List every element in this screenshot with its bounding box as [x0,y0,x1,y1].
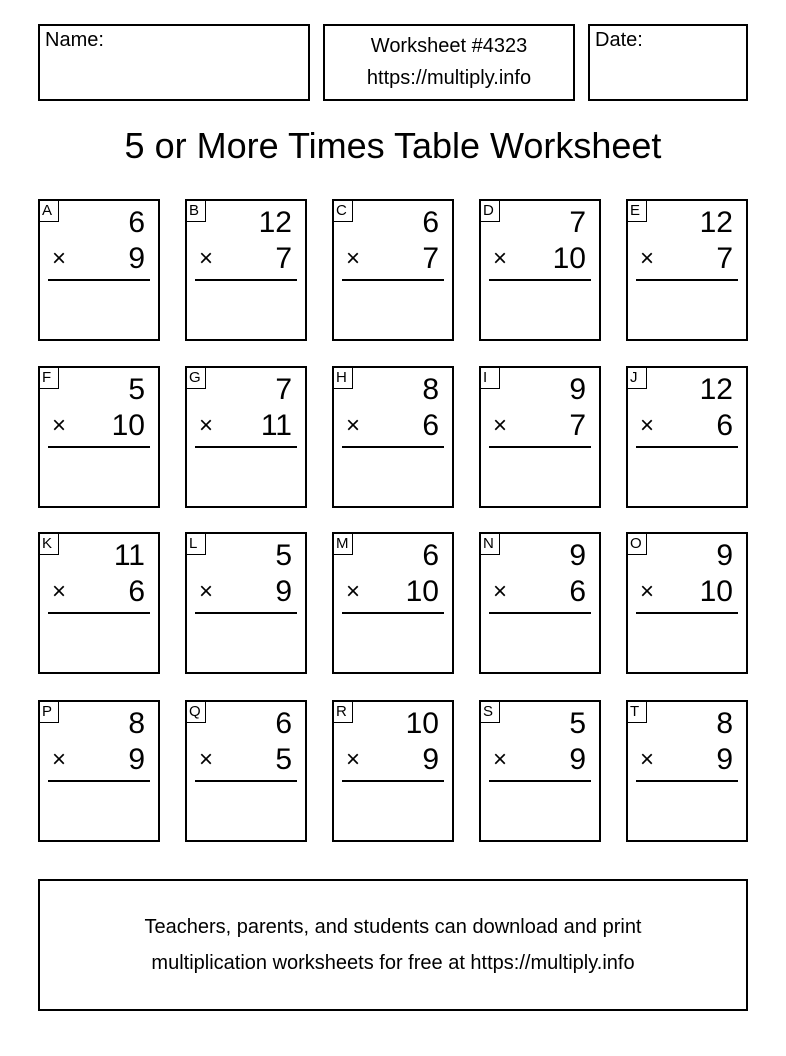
problem-top-number: 9 [716,539,733,572]
times-sign: × [52,245,67,272]
answer-line [48,279,150,281]
answer-line [342,446,444,448]
problem-letter: H [332,366,353,389]
problem-top-number: 5 [569,707,586,740]
problem-top-number: 6 [275,707,292,740]
problem-top-number: 12 [258,206,292,239]
answer-line [195,780,297,782]
times-sign: × [493,746,508,773]
problem-top-number: 7 [275,373,292,406]
answer-line [48,446,150,448]
problem-card [185,366,307,508]
times-sign: × [52,746,67,773]
problem-bottom-number: 7 [716,242,733,275]
date-box [588,24,748,101]
problem-top-number: 8 [128,707,145,740]
answer-line [636,612,738,614]
problem-card [38,700,160,842]
problem-bottom-number: 9 [716,743,733,776]
problem-bottom-number: 10 [552,242,586,275]
footer-line-2: multiplication worksheets for free at https://multiply.info [151,952,635,974]
answer-line [342,612,444,614]
name-box [38,24,310,101]
problem-card [38,199,160,341]
problem-top-number: 5 [128,373,145,406]
problem-top-number: 6 [422,206,439,239]
problem-letter: N [479,532,500,555]
answer-line [489,780,591,782]
problem-letter: D [479,199,500,222]
answer-line [636,446,738,448]
problem-bottom-number: 6 [569,575,586,608]
problem-letter: A [38,199,59,222]
problem-card [479,532,601,674]
problem-top-number: 8 [422,373,439,406]
times-sign: × [493,578,508,605]
problem-top-number: 10 [405,707,439,740]
date-label: Date: [595,29,643,51]
problem-bottom-number: 5 [275,743,292,776]
problem-letter: M [332,532,353,555]
problem-bottom-number: 10 [405,575,439,608]
times-sign: × [52,578,67,605]
problem-bottom-number: 7 [422,242,439,275]
answer-line [195,612,297,614]
problem-card [332,199,454,341]
problem-bottom-number: 6 [422,409,439,442]
problem-bottom-number: 6 [716,409,733,442]
answer-line [489,279,591,281]
times-sign: × [199,746,214,773]
problem-top-number: 8 [716,707,733,740]
problem-letter: Q [185,700,206,723]
problem-card [185,532,307,674]
problem-bottom-number: 9 [422,743,439,776]
problem-card [626,700,748,842]
problem-letter: R [332,700,353,723]
answer-line [48,612,150,614]
problem-card [185,199,307,341]
problem-letter: J [626,366,647,389]
times-sign: × [640,245,655,272]
times-sign: × [199,245,214,272]
problem-card [626,366,748,508]
problem-card [479,199,601,341]
problem-top-number: 9 [569,539,586,572]
times-sign: × [346,245,361,272]
times-sign: × [346,746,361,773]
answer-line [636,279,738,281]
answer-line [342,279,444,281]
answer-line [195,446,297,448]
problem-letter: B [185,199,206,222]
problem-letter: S [479,700,500,723]
problem-bottom-number: 9 [569,743,586,776]
answer-line [636,780,738,782]
problem-letter: E [626,199,647,222]
problem-top-number: 12 [699,206,733,239]
times-sign: × [640,578,655,605]
answer-line [48,780,150,782]
times-sign: × [199,578,214,605]
worksheet-number: Worksheet #4323 [370,35,528,57]
problem-letter: G [185,366,206,389]
times-sign: × [493,412,508,439]
problem-top-number: 6 [422,539,439,572]
times-sign: × [199,412,214,439]
problem-bottom-number: 10 [699,575,733,608]
problem-top-number: 11 [113,539,145,572]
problem-letter: K [38,532,59,555]
problem-top-number: 9 [569,373,586,406]
problem-card [332,366,454,508]
problem-card [38,366,160,508]
footer-box [38,879,748,1011]
answer-line [489,446,591,448]
problem-card [38,532,160,674]
problem-top-number: 6 [128,206,145,239]
problem-top-number: 5 [275,539,292,572]
problem-card [332,532,454,674]
problem-letter: P [38,700,59,723]
problem-card [185,700,307,842]
problem-card [332,700,454,842]
worksheet-info-box [323,24,575,101]
problem-card [626,199,748,341]
problem-bottom-number: 6 [128,575,145,608]
times-sign: × [640,746,655,773]
page-title: 5 or More Times Table Worksheet [124,125,662,166]
problem-letter: I [479,366,500,389]
times-sign: × [640,412,655,439]
times-sign: × [346,412,361,439]
worksheet-url: https://multiply.info [366,67,532,89]
problem-bottom-number: 7 [275,242,292,275]
problem-letter: F [38,366,59,389]
answer-line [342,780,444,782]
problem-bottom-number: 9 [128,743,145,776]
problem-card [479,700,601,842]
problem-letter: T [626,700,647,723]
problem-letter: C [332,199,353,222]
name-label: Name: [45,29,104,51]
problem-bottom-number: 11 [260,409,292,442]
problem-card [479,366,601,508]
problem-card [626,532,748,674]
times-sign: × [346,578,361,605]
problem-letter: O [626,532,647,555]
problem-top-number: 7 [569,206,586,239]
problem-top-number: 12 [699,373,733,406]
problem-bottom-number: 9 [275,575,292,608]
times-sign: × [52,412,67,439]
problem-bottom-number: 7 [569,409,586,442]
times-sign: × [493,245,508,272]
answer-line [489,612,591,614]
problem-bottom-number: 9 [128,242,145,275]
problem-letter: L [185,532,206,555]
problem-bottom-number: 10 [111,409,145,442]
answer-line [195,279,297,281]
footer-line-1: Teachers, parents, and students can download and print [144,916,642,938]
